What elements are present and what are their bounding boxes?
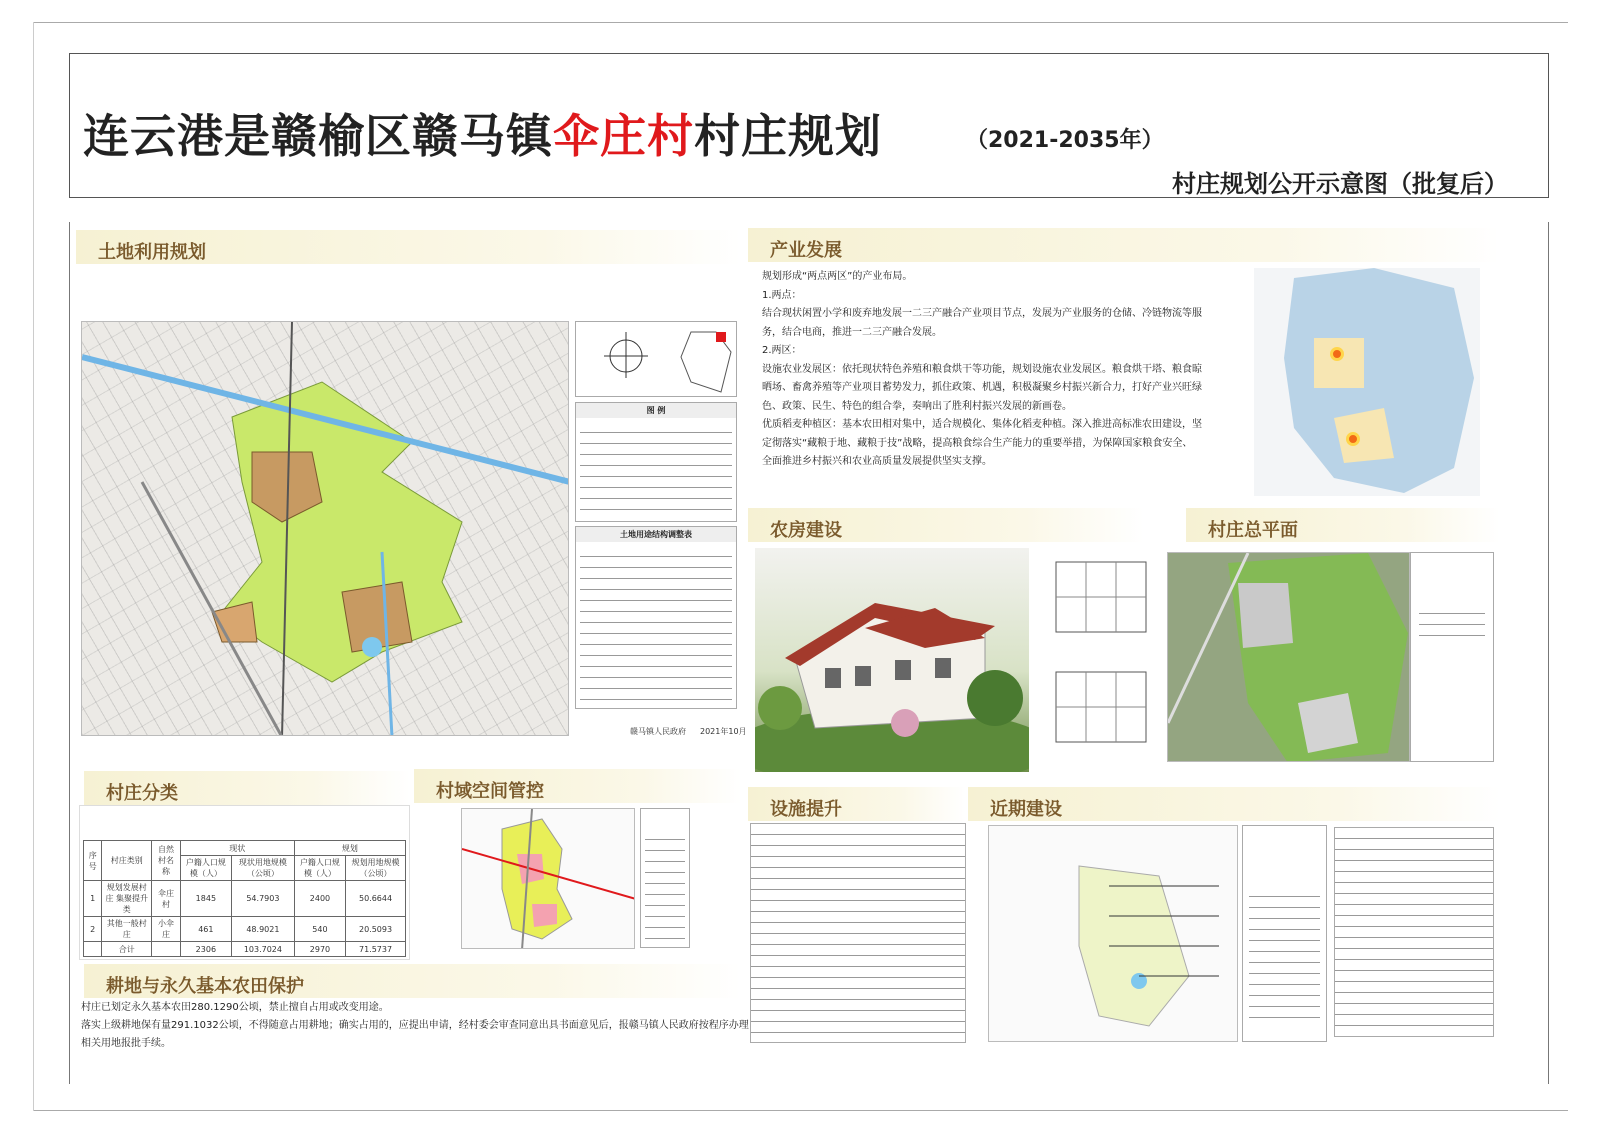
map-footer-date: 2021年10月	[700, 727, 747, 736]
floor-plan-drawing	[1050, 552, 1153, 767]
structure-table-title: 土地用途结构调整表	[576, 527, 736, 542]
industry-line: 设施农业发展区：依托现状特色养殖和粮食烘干等功能，规划设施农业发展区。粮食烘干塔、粮食晾	[762, 363, 1202, 375]
village-class-panel	[79, 805, 410, 960]
col-category: 村庄类别	[102, 841, 152, 881]
col-pop-current: 户籍人口规模（人）	[180, 856, 231, 881]
house-rendering-drawing	[755, 548, 1029, 772]
land-use-structure-table	[575, 526, 737, 709]
industry-line: 色、政策、民生、特色的组合拳，奏响出了胜利村振兴发展的新画卷。	[762, 400, 1072, 412]
table-row: 合计 2306 103.7024 2970 71.5737	[84, 942, 406, 957]
industry-line: 1.两点：	[762, 289, 802, 301]
industry-line: 全面推进乡村振兴和农业高质量发展提供坚实支撑。	[762, 456, 992, 467]
page-title: 连云港是赣榆区赣马镇伞庄村村庄规划	[83, 109, 882, 163]
table-row: 2 其他一般村庄 小伞庄 461 48.9021 540 20.5093	[84, 917, 406, 942]
near-term-legend	[1242, 825, 1327, 1042]
master-plan-legend	[1410, 552, 1494, 762]
structure-table-rows	[580, 546, 732, 706]
section-header-facilities: 设施提升	[748, 787, 966, 821]
industry-map-drawing	[1254, 268, 1480, 496]
land-use-map	[81, 321, 569, 736]
col-area-plan: 规划用地规模（公顷）	[346, 856, 406, 881]
farmland-text	[81, 999, 749, 1053]
industry-node-dot	[1330, 347, 1344, 361]
industry-map	[1254, 268, 1480, 496]
house-rendering	[755, 548, 1029, 772]
sheet-border-top	[33, 22, 1568, 23]
col-no: 序号	[84, 841, 102, 881]
location-marker	[716, 332, 726, 342]
land-use-legend	[575, 402, 737, 522]
pond-shape	[362, 637, 382, 657]
industry-line: 优质稻麦种植区：基本农田相对集中，适合规模化、集体化稻麦种植。深入推进高标准农田建设，坚	[762, 419, 1202, 430]
industry-line: 规划形成“两点两区”的产业布局。	[762, 271, 913, 282]
industry-line: 晒场、畜禽养殖等产业项目蓄势发力，抓住政策、机遇，积极凝聚乡村振兴新合力，打好产业兴旺绿	[762, 382, 1202, 393]
group-current: 现状	[180, 841, 294, 856]
col-area-current: 现状用地规模（公顷）	[231, 856, 294, 881]
master-plan-drawing	[1168, 553, 1410, 762]
section-header-space-control: 村域空间管控	[414, 769, 741, 803]
near-term-projects-table	[1334, 827, 1494, 1037]
farmland-area	[222, 382, 462, 682]
village-class-table	[83, 840, 406, 957]
legend-entries	[580, 422, 732, 512]
industry-line: 务，结合电商，推进一二三产融合发展。	[762, 326, 942, 338]
section-header-near-term: 近期建设	[968, 787, 1500, 821]
col-pop-plan: 户籍人口规模（人）	[294, 856, 345, 881]
section-header-industry: 产业发展	[748, 228, 1500, 262]
space-control-legend	[640, 808, 690, 948]
map-footer-org: 赣马镇人民政府	[630, 727, 686, 736]
industry-line: 2.两区：	[762, 345, 802, 356]
space-control-map	[461, 808, 635, 949]
legend-title: 图 例	[576, 403, 736, 418]
section-header-village-class: 村庄分类	[84, 771, 410, 805]
facilities-table	[750, 823, 966, 1043]
page-subtitle: 村庄规划公开示意图（批复后）	[1172, 170, 1508, 198]
section-header-land-use: 土地利用规划	[76, 230, 741, 264]
compass-drawing	[576, 322, 738, 398]
table-row: 1 规划发展村庄 集聚提升类 伞庄村 1845 54.7903 2400 50.6644	[84, 881, 406, 917]
section-header-farmland: 耕地与永久基本农田保护	[84, 964, 741, 998]
col-name: 自然村名称	[152, 841, 181, 881]
house-floor-plans	[1050, 552, 1153, 767]
section-header-master-plan: 村庄总平面	[1186, 508, 1500, 542]
farmland-line: 落实上级耕地保有量291.1032公顷，不得随意占用耕地；确实占用的，应提出申请，经村委会审查同意出具书面意见后，报赣马镇人民政府按程序办理	[81, 1020, 749, 1031]
industry-line: 定彻落实“藏粮于地、藏粮于技”战略，提高粮食综合生产能力的重要举措，为保障国家粮食安全、	[762, 437, 1193, 449]
near-term-drawing	[989, 826, 1238, 1042]
industry-text	[762, 268, 1202, 472]
farmland-line: 相关用地报批手续。	[81, 1038, 171, 1049]
sheet-border-left	[33, 22, 34, 1111]
space-control-drawing	[462, 809, 635, 949]
near-term-map	[988, 825, 1238, 1042]
section-header-housing: 农房建设	[748, 508, 1144, 542]
sheet-border-bottom	[33, 1110, 1568, 1111]
group-plan: 规划	[294, 841, 405, 856]
farmland-line: 村庄已划定永久基本农田280.1290公顷，禁止擅自占用或改变用途。	[81, 1002, 389, 1013]
industry-node-dot	[1346, 432, 1360, 446]
land-use-map-drawing	[82, 322, 569, 736]
master-plan-map	[1167, 552, 1410, 762]
compass-and-location-panel	[575, 321, 737, 397]
industry-line: 结合现状闲置小学和废弃地发展一二三产融合产业项目节点，发展为产业服务的仓储、冷链物流等服	[762, 308, 1202, 319]
village-name-highlight: 伞庄村	[553, 109, 694, 163]
plan-period: （2021-2035年）	[966, 128, 1164, 153]
